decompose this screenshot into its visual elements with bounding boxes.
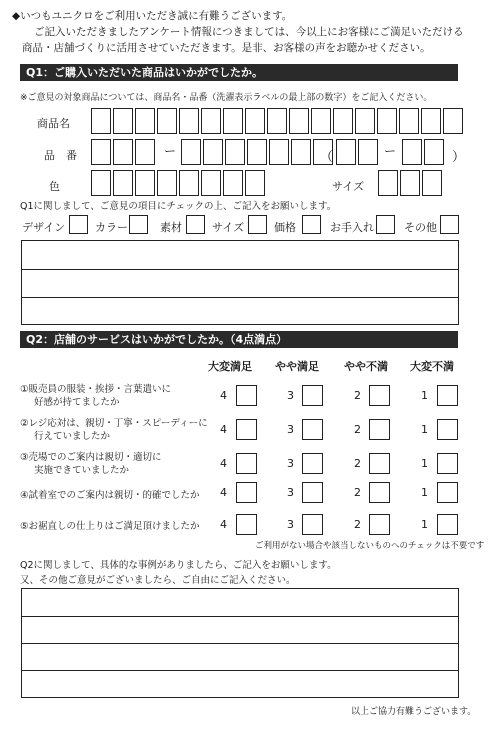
q1-note: ※ご意見の対象商品については、商品名・品番（洗濯表示ラベルの最上部の数字）をご記入ください。 [20,93,433,103]
product-name-char-box[interactable] [311,108,331,134]
check-label-size: サイズ [212,221,245,234]
closing-text: 以上ご協力有難うございます。 [351,707,477,717]
rating-checkbox-q1-4[interactable] [236,385,257,406]
check-label-other: その他 [404,221,437,234]
question-3-line-1: ③売場でのご案内は親切・適切に [20,452,162,463]
paren-open: （ [320,150,334,165]
item-number-char-box[interactable] [336,139,356,165]
rating-checkbox-q4-2[interactable] [369,482,390,503]
size-char-box[interactable] [400,170,420,196]
rating-checkbox-q1-2[interactable] [369,385,390,406]
care-checkbox[interactable] [376,215,395,234]
check-label-material: 素材 [160,221,182,234]
rating-checkbox-q5-3[interactable] [302,514,323,535]
color-char-box[interactable] [157,170,177,196]
rating-checkbox-q5-1[interactable] [437,514,458,535]
color-char-box[interactable] [113,170,133,196]
product-name-char-box[interactable] [157,108,177,134]
question-4-line-1: ④試着室でのご案内は親切・的確でしたか [20,490,200,501]
rating-score-label: 4 [220,457,227,470]
product-name-char-box[interactable] [113,108,133,134]
q1-comment-box[interactable] [21,240,459,325]
rating-score-label: 3 [287,518,294,531]
check-label-color: カラー [95,221,128,234]
rating-score-label: 4 [220,486,227,499]
rating-checkbox-q5-4[interactable] [236,514,257,535]
rating-checkbox-q1-3[interactable] [302,385,323,406]
comment-rule [22,616,458,617]
rating-checkbox-q4-1[interactable] [437,482,458,503]
header-very-satisfied: 大変満足 [208,360,252,373]
product-name-char-box[interactable] [201,108,221,134]
question-1-line-1: ①販売員の服装・挨拶・言葉遣いに [20,384,172,395]
item-number-char-box[interactable] [424,139,444,165]
rating-score-label: 2 [354,486,361,499]
product-name-char-box[interactable] [245,108,265,134]
rating-checkbox-q2-2[interactable] [369,419,390,440]
item-number-char-box[interactable] [203,139,223,165]
rating-score-label: 4 [220,389,227,402]
rating-score-label: 3 [287,457,294,470]
item-number-hyphen: ー [164,144,177,158]
other-checkbox[interactable] [440,215,459,234]
rating-score-label: 1 [421,518,428,531]
comment-rule [22,269,458,270]
product-name-char-box[interactable] [443,108,463,134]
rating-checkbox-q1-1[interactable] [437,385,458,406]
rating-score-label: 2 [354,389,361,402]
rating-score-label: 4 [220,423,227,436]
rating-checkbox-q3-3[interactable] [302,453,323,474]
header-very-dissatisfied: 大変不満 [410,360,454,373]
color-checkbox[interactable] [129,215,148,234]
check-label-design: デザイン [22,221,66,234]
item-number-char-box[interactable] [402,139,422,165]
intro-line-3: 商品・店舗づくりに活用させていただきます。是非、お客様の声をお聴かせください。 [22,42,431,54]
rating-score-label: 3 [287,486,294,499]
rating-checkbox-q4-3[interactable] [302,482,323,503]
question-1-line-2: 好感が持てましたか [34,397,120,408]
question-2-line-2: 行えていましたか [34,431,111,442]
header-somewhat-dissatisfied: やや不満 [344,360,388,373]
rating-checkbox-q2-3[interactable] [302,419,323,440]
size-checkbox[interactable] [248,215,267,234]
item-number-char-box[interactable] [181,139,201,165]
rating-score-label: 1 [421,389,428,402]
q1-title-bar: Q1：ご購入いただいた商品はいかがでしたか。 [20,64,458,81]
item-number-hyphen-2: ー [384,144,397,158]
intro-line-2: ご記入いただきましたアンケート情報につきましては、今以上にお客様にご満足いただける [34,26,464,38]
rating-checkbox-q5-2[interactable] [369,514,390,535]
comment-rule [22,643,458,644]
product-name-char-box[interactable] [91,108,111,134]
rating-score-label: 2 [354,423,361,436]
question-5-line-1: ⑤お裾直しの仕上りはご満足頂けましたか [20,521,200,532]
item-number-char-box[interactable] [225,139,245,165]
rating-score-label: 1 [421,457,428,470]
design-checkbox[interactable] [69,215,88,234]
rating-checkbox-q3-1[interactable] [437,453,458,474]
color-char-box[interactable] [201,170,221,196]
header-somewhat-satisfied: やや満足 [275,360,319,373]
rating-score-label: 2 [354,518,361,531]
q2-footnote: ご利用がない場合や該当しないものへのチェックは不要です [255,541,485,551]
color-char-box[interactable] [91,170,111,196]
product-name-char-box[interactable] [377,108,397,134]
color-char-box[interactable] [179,170,199,196]
q2-comment-line-2: 又、その他ご意見がございましたら、ご自由にご記入ください。 [20,575,296,586]
rating-score-label: 2 [354,457,361,470]
product-name-char-box[interactable] [179,108,199,134]
paren-close: ） [452,150,466,165]
item-number-char-box[interactable] [291,139,311,165]
item-number-label: 品 番 [44,149,77,162]
item-number-char-box[interactable] [247,139,267,165]
rating-checkbox-q2-1[interactable] [437,419,458,440]
rating-score-label: 4 [220,518,227,531]
product-name-char-box[interactable] [355,108,375,134]
question-3-line-2: 実施できていましたか [34,465,130,476]
product-name-char-box[interactable] [289,108,309,134]
material-checkbox[interactable] [186,215,205,234]
product-name-char-box[interactable] [399,108,419,134]
product-name-char-box[interactable] [267,108,287,134]
product-name-char-box[interactable] [333,108,353,134]
rating-score-label: 3 [287,389,294,402]
color-label: 色 [49,180,60,193]
check-label-price: 価格 [274,221,296,234]
rating-checkbox-q3-2[interactable] [369,453,390,474]
price-checkbox[interactable] [302,215,321,234]
intro-line-1: ◆いつもユニクロをご利用いただき誠に有難うございます。 [12,10,293,22]
rating-score-label: 1 [421,423,428,436]
question-2-line-1: ②レジ応対は、親切・丁寧・スピーディーに [20,418,208,429]
rating-checkbox-q4-4[interactable] [236,482,257,503]
comment-rule [22,670,458,671]
rating-checkbox-q3-4[interactable] [236,453,257,474]
size-label: サイズ [332,180,365,193]
rating-checkbox-q2-4[interactable] [236,419,257,440]
item-number-char-box[interactable] [269,139,289,165]
color-char-box[interactable] [135,170,155,196]
product-name-char-box[interactable] [421,108,441,134]
q2-comment-box[interactable] [21,588,459,698]
rating-score-label: 1 [421,486,428,499]
product-name-char-box[interactable] [223,108,243,134]
product-name-char-box[interactable] [135,108,155,134]
q2-title-bar: Q2：店舗のサービスはいかがでしたか。（4点満点） [20,331,458,348]
item-number-char-box[interactable] [358,139,378,165]
q1-check-instruction: Q1に関しまして、ご意見の項目にチェックの上、ご記入をお願いします。 [20,201,337,212]
item-number-char-box[interactable] [135,139,155,165]
color-char-box[interactable] [245,170,265,196]
product-name-label: 商品名 [37,117,70,130]
size-char-box[interactable] [422,170,442,196]
check-label-care: お手入れ [330,221,374,234]
comment-rule [22,297,458,298]
color-char-box[interactable] [223,170,243,196]
size-char-box[interactable] [378,170,398,196]
item-number-char-box[interactable] [113,139,133,165]
item-number-char-box[interactable] [91,139,111,165]
rating-score-label: 3 [287,423,294,436]
q2-comment-line-1: Q2に関しまして、具体的な事例がありましたら、ご記入をお願いします。 [20,560,337,571]
